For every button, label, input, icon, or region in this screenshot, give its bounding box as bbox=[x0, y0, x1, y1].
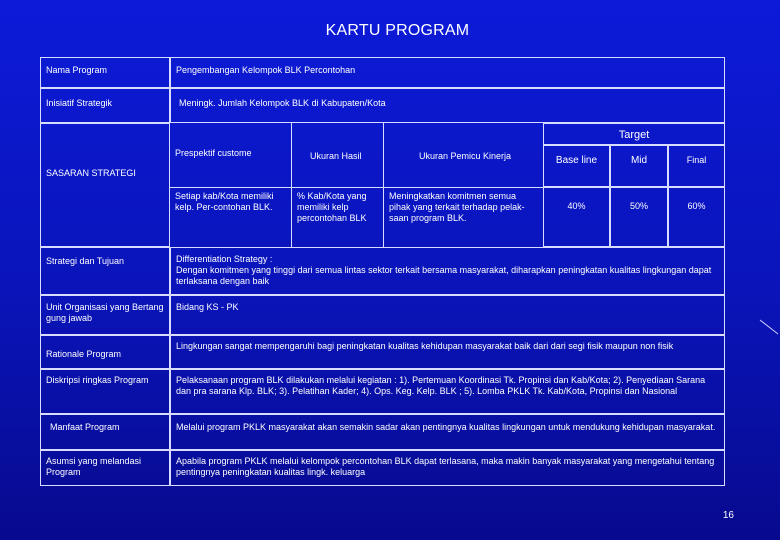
strategi-value: Differentiation Strategy : Dengan komitmen yang tinggi dari semua lintas sektor terkait bersama masyarakat, diharapkan peningkatan kualitas lingkungan dapat terlaksana dengan baik bbox=[170, 247, 725, 295]
target-col-final: Final bbox=[668, 145, 725, 187]
nama-program-label: Nama Program bbox=[40, 57, 170, 88]
inisiatif-value: Meningk. Jumlah Kelompok BLK di Kabupaten/Kota bbox=[170, 88, 725, 123]
target-val-mid: 50% bbox=[610, 187, 668, 247]
strategi-label: Strategi dan Tujuan bbox=[40, 247, 170, 295]
rationale-value: Lingkungan sangat mempengaruhi bagi peningkatan kualitas kehidupan masyarakat baik dari dari segi fisik maupun non fisik bbox=[170, 335, 725, 369]
inisiatif-label: Inisiatif Strategik bbox=[40, 88, 170, 123]
perspektif-header: Prespektif custome bbox=[175, 148, 252, 158]
program-card-table bbox=[40, 57, 725, 486]
ukuran-hasil-header: Ukuran Hasil bbox=[310, 151, 362, 161]
deskripsi-value: Pelaksanaan program BLK dilakukan melalui kegiatan : 1). Pertemuan Koordinasi Tk. Propinsi dan Kab/Kota; 2). Penyediaan Sarana dan pra sarana Klp. BLK; 3). Pelatihan Kader; 4). Ops. Keg. Kelp. BLK ; 5). Lomba PKLK Tk. Kab/Kota, Propinsi dan Nasional bbox=[170, 369, 725, 414]
deskripsi-label: Diskripsi ringkas Program bbox=[40, 369, 170, 414]
manfaat-value: Melalui program PKLK masyarakat akan semakin sadar akan pentingnya kualitas lingkungan untuk mendukung kehidupan masyarakat. bbox=[170, 414, 725, 450]
unit-organisasi-label: Unit Organisasi yang Bertang gung jawab bbox=[40, 295, 170, 335]
nama-program-value: Pengembangan Kelompok BLK Percontohan bbox=[170, 57, 725, 88]
target-val-baseline: 40% bbox=[543, 187, 610, 247]
manfaat-label: Manfaat Program bbox=[40, 414, 170, 450]
decorative-line bbox=[758, 318, 780, 336]
page-title: KARTU PROGRAM bbox=[325, 22, 470, 39]
sasaran-strategi-label: SASARAN STRATEGI bbox=[40, 123, 170, 247]
pemicu-header: Ukuran Pemicu Kinerja bbox=[419, 151, 512, 161]
target-val-final: 60% bbox=[668, 187, 725, 247]
target-col-baseline: Base line bbox=[543, 145, 610, 187]
target-col-mid: Mid bbox=[610, 145, 668, 187]
asumsi-value: Apabila program PKLK melalui kelompok percontohan BLK dapat terlasana, maka makin banyak masyarakat yang mengetahui tentang pentingnya peningkatan kualitas lingk. keluarga bbox=[170, 450, 725, 486]
unit-organisasi-value: Bidang KS - PK bbox=[170, 295, 725, 335]
perspektif-value: Setiap kab/Kota memiliki kelp. Per-contohan BLK. bbox=[170, 187, 291, 247]
target-header: Target bbox=[543, 123, 725, 145]
asumsi-label: Asumsi yang melandasi Program bbox=[40, 450, 170, 486]
ukuran-hasil-value: % Kab/Kota yang memiliki kelp percontohan BLK bbox=[291, 187, 384, 247]
pemicu-value: Meningkatkan komitmen semua pihak yang terkait terhadap pelak-saan program BLK. bbox=[384, 187, 543, 247]
page-number: 16 bbox=[722, 510, 734, 521]
rationale-label: Rationale Program bbox=[40, 335, 170, 369]
